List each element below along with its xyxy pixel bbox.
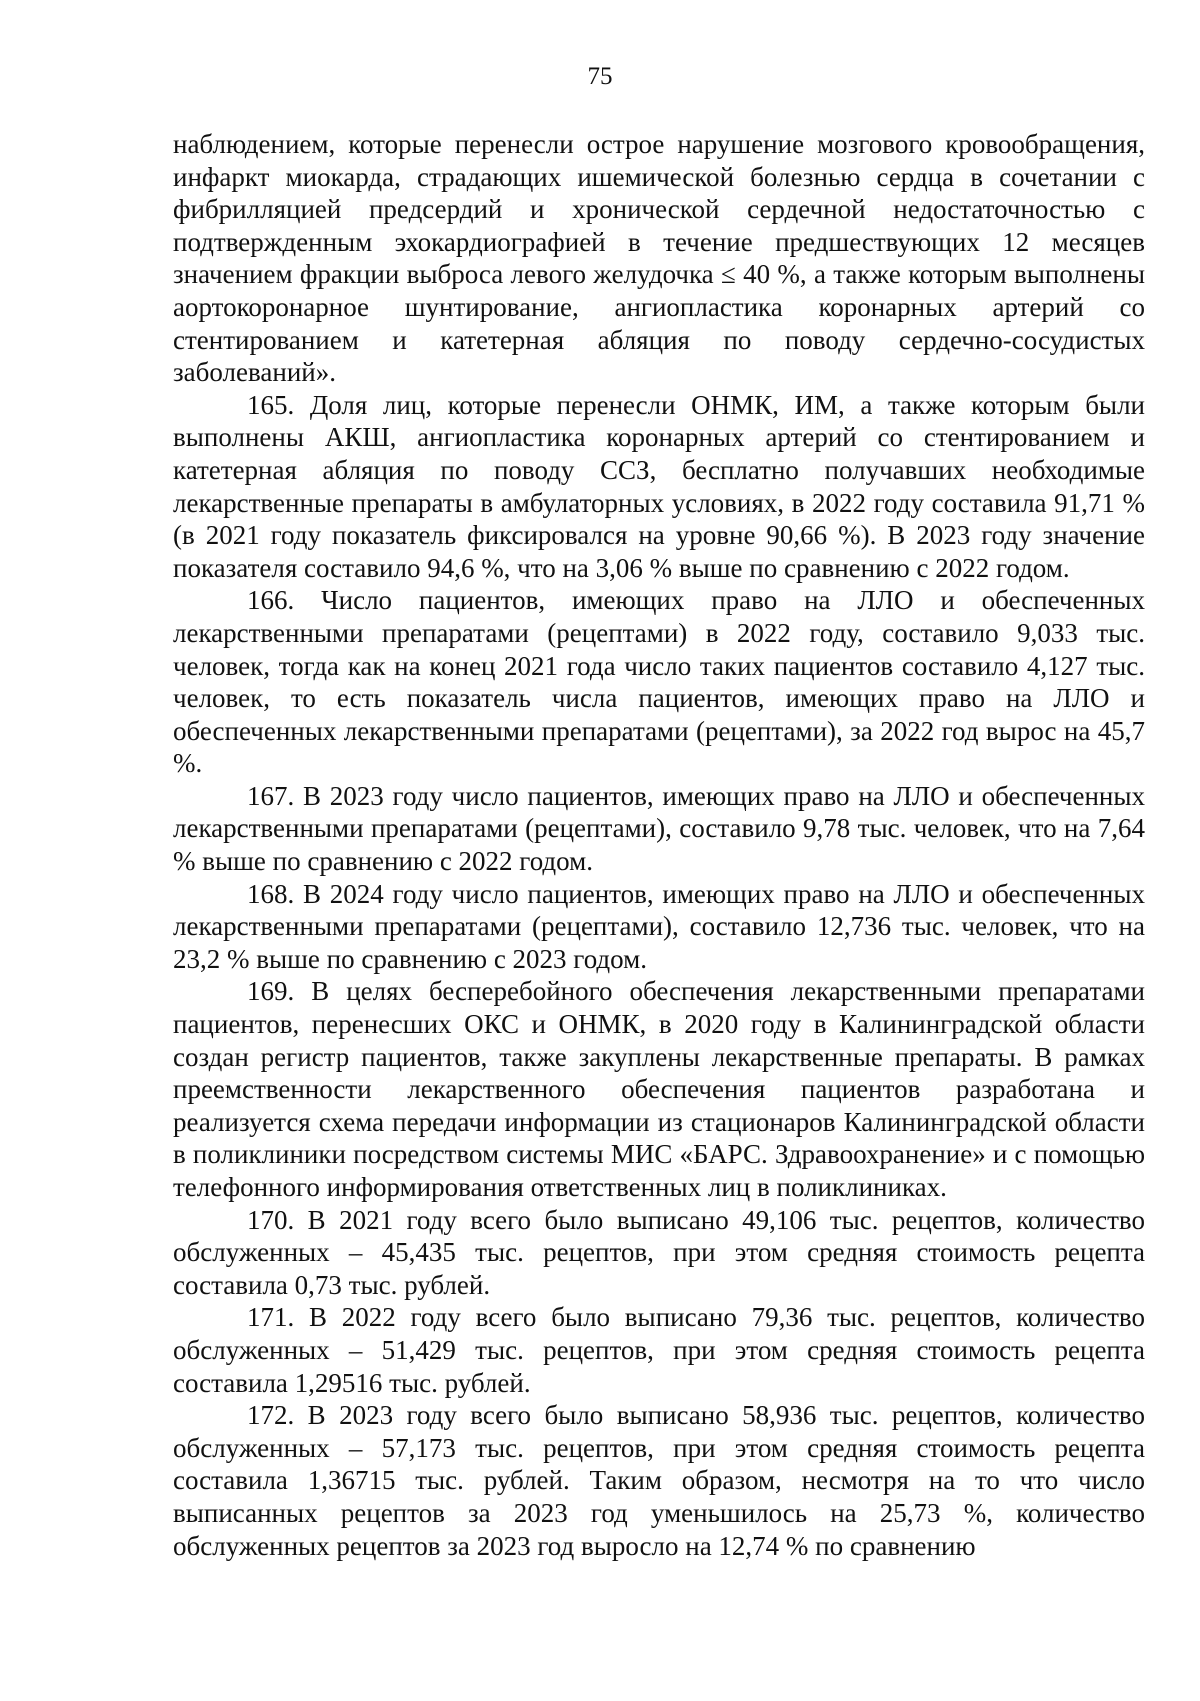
paragraph-170: 170. В 2021 году всего было выписано 49,106 тыс. рецептов, количество обслуженных – 45,435 тыс. рецептов, при этом средняя стоимость рецепта составила 0,73 тыс. рублей.: [173, 1204, 1145, 1300]
document-body: [173, 128, 1145, 1562]
page-number: 75: [587, 63, 613, 90]
paragraph-172: 172. В 2023 году всего было выписано 58,936 тыс. рецептов, количество обслуженных – 57,173 тыс. рецептов, при этом средняя стоимость рецепта составила 1,36715 тыс. рублей. Таким образом, несмотря на то что число выписанных рецептов за 2023 год уменьшилось на 25,73 %, количество обслуженных рецептов за 2023 год выросло на 12,74 % по сравнению: [173, 1400, 1145, 1561]
paragraph-169: 169. В целях бесперебойного обеспечения лекарственными препаратами пациентов, перенесших ОКС и ОНМК, в 2020 году в Калининградской области создан регистр пациентов, также закуплены лекарственные препараты. В рамках преемственности лекарственного обеспечения пациентов разработана и реализуется схема передачи информации из стационаров Калининградской области в поликлиники посредством системы МИС «БАРС. Здравоохранение» и с помощью телефонного информирования ответственных лиц в поликлиниках.: [173, 976, 1145, 1202]
paragraph-166: 166. Число пациентов, имеющих право на ЛЛО и обеспеченных лекарственными препаратами (рецептами) в 2022 году, составило 9,033 тыс. человек, тогда как на конец 2021 года число таких пациентов составило 4,127 тыс. человек, то есть показатель числа пациентов, имеющих право на ЛЛО и обеспеченных лекарственными препаратами (рецептами), за 2022 год вырос на 45,7 %.: [173, 585, 1145, 779]
paragraph-171: 171. В 2022 году всего было выписано 79,36 тыс. рецептов, количество обслуженных – 51,429 тыс. рецептов, при этом средняя стоимость рецепта составила 1,29516 тыс. рублей.: [173, 1302, 1145, 1398]
paragraph-165: 165. Доля лиц, которые перенесли ОНМК, ИМ, а также которым были выполнены АКШ, ангиопластика коронарных артерий со стентированием и катетерная абляция по поводу ССЗ, бесплатно получавших необходимые лекарственные препараты в амбулаторных условиях, в 2022 году составила 91,71 % (в 2021 году показатель фиксировался на уровне 90,66 %). В 2023 году значение показателя составило 94,6 %, что на 3,06 % выше по сравнению с 2022 годом.: [173, 389, 1145, 583]
paragraph-167: 167. В 2023 году число пациентов, имеющих право на ЛЛО и обеспеченных лекарственными препаратами (рецептами), составило 9,78 тыс. человек, что на 7,64 % выше по сравнению с 2022 годом.: [173, 780, 1145, 877]
paragraph-continuation: наблюдением, которые перенесли острое нарушение мозгового кровообращения, инфаркт миокарда, страдающих ишемической болезнью сердца в сочетании с фибрилляцией предсердий и хронической сердечной недостаточностью с подтвержденным эхокардиографией в течение предшествующих 12 месяцев значением фракции выброса левого желудочка ≤ 40 %, а также которым выполнены аортокоронарное шунтирование, ангиопластика коронарных артерий со стентированием и катетерная абляция по поводу сердечно-сосудистых заболеваний».: [173, 129, 1145, 388]
paragraph-168: 168. В 2024 году число пациентов, имеющих право на ЛЛО и обеспеченных лекарственными препаратами (рецептами), составило 12,736 тыс. человек, что на 23,2 % выше по сравнению с 2023 годом.: [173, 878, 1145, 974]
